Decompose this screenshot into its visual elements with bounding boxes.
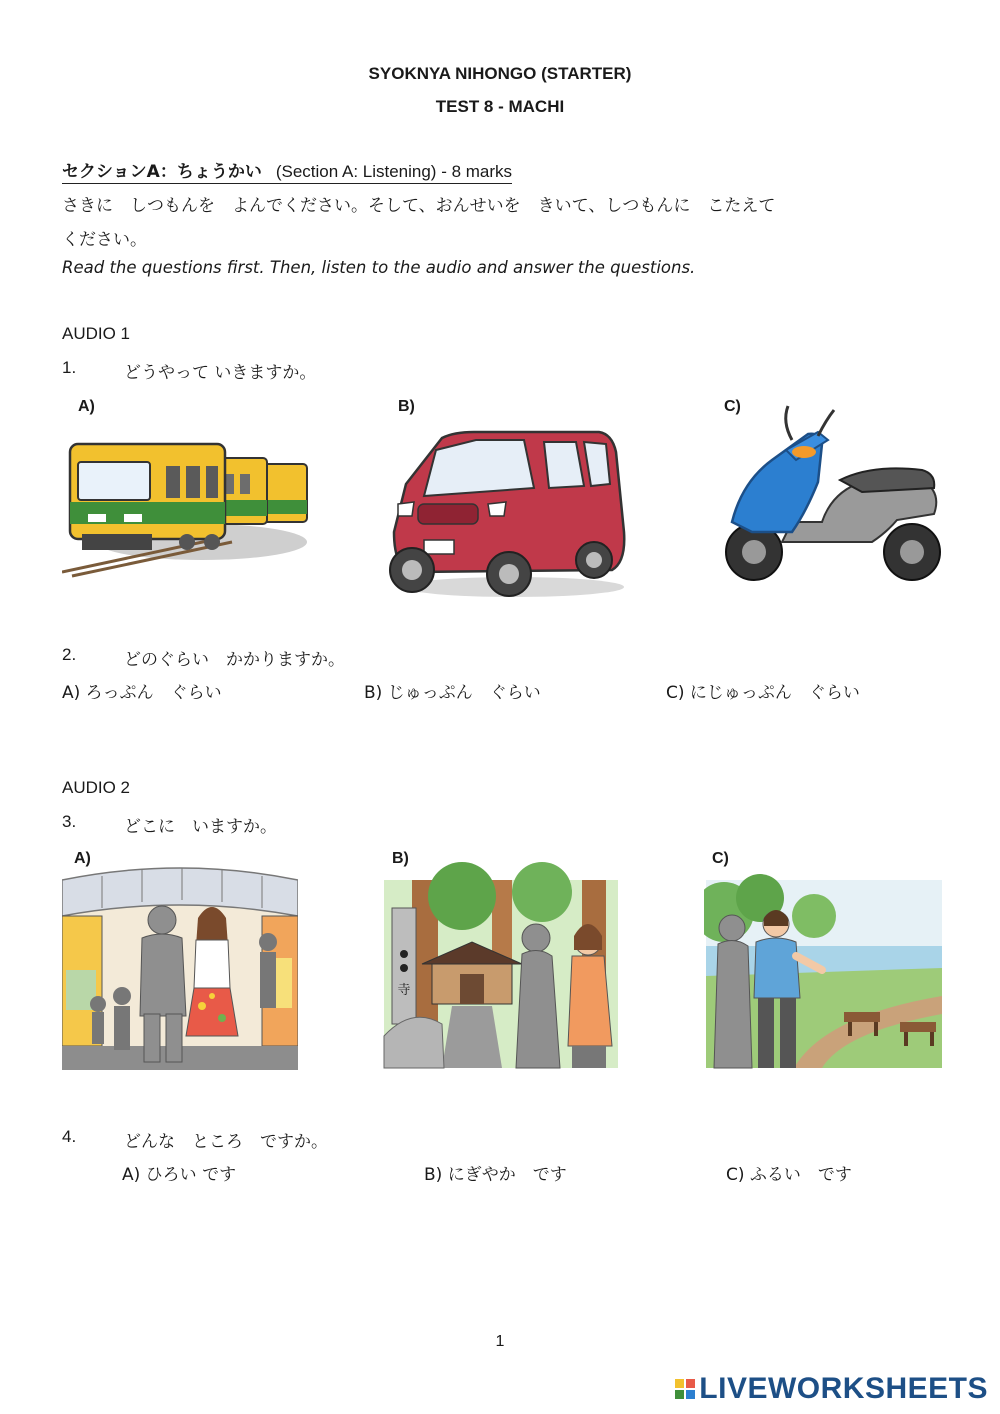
section-heading-en: (Section A: Listening) - 8 marks [275,162,513,181]
q4-option-b[interactable]: B) にぎやか です [424,1165,567,1185]
temple-icon [382,846,620,1092]
q3-number: 3. [62,812,77,831]
q2-option-a[interactable]: A) ろっぷん ぐらい [62,683,222,703]
instruction-jp-line1: さきに しつもんを よんでください。そして、おんせいを きいて、しつもんに こたえて [62,196,776,216]
option-letter: B) [392,850,409,867]
q4-text: どんな ところ ですか。 [124,1132,328,1152]
instruction-en: Read the questions first. Then, listen to the audio and answer the questions. [62,258,696,277]
park-icon [704,846,942,1092]
audio1-label: AUDIO 1 [62,324,131,343]
train-icon [62,392,312,582]
car-icon [384,392,634,604]
audio2-label: AUDIO 2 [62,778,131,797]
q4-option-c[interactable]: C) ふるい です [726,1165,852,1185]
instruction-jp-line2: ください。 [62,230,147,250]
section-a-heading [62,157,512,184]
q2-option-b[interactable]: B) じゅっぷん ぐらい [364,683,541,703]
brand-name: LIVEWORKSHEETS [699,1372,988,1405]
option-letter: A) [78,398,95,415]
brand-logo [675,1372,988,1406]
q3-option-a[interactable] [62,846,298,1070]
q3-option-c[interactable] [704,846,942,1092]
section-heading-jp: セクションA：ちょうかい [62,162,262,182]
brand-grid-icon [675,1379,695,1399]
q2-option-c[interactable]: C) にじゅっぷん ぐらい [666,683,860,703]
scooter-icon [722,392,944,604]
q1-option-c[interactable] [722,392,944,604]
q2-number: 2. [62,645,77,664]
worksheet-title: SYOKNYA NIHONGO (STARTER) [368,64,632,83]
page-number: 1 [495,1333,505,1350]
option-letter: C) [712,850,729,867]
q4-option-a[interactable]: A) ひろい です [122,1165,237,1185]
q3-option-b[interactable] [382,846,620,1092]
temple-sign-char: 寺 [397,983,411,998]
option-letter: A) [74,850,91,867]
q3-text: どこに いますか。 [124,817,277,837]
worksheet-subtitle: TEST 8 - MACHI [435,97,565,116]
option-letter: B) [398,398,415,415]
q1-option-a[interactable] [62,392,312,582]
option-letter: C) [724,398,741,415]
q1-text: どうやって いきますか。 [124,363,317,383]
q2-text: どのぐらい かかりますか。 [124,650,345,670]
q4-number: 4. [62,1127,77,1146]
q1-option-b[interactable] [384,392,634,604]
shopping-street-icon [62,846,298,1070]
q1-number: 1. [62,358,77,377]
